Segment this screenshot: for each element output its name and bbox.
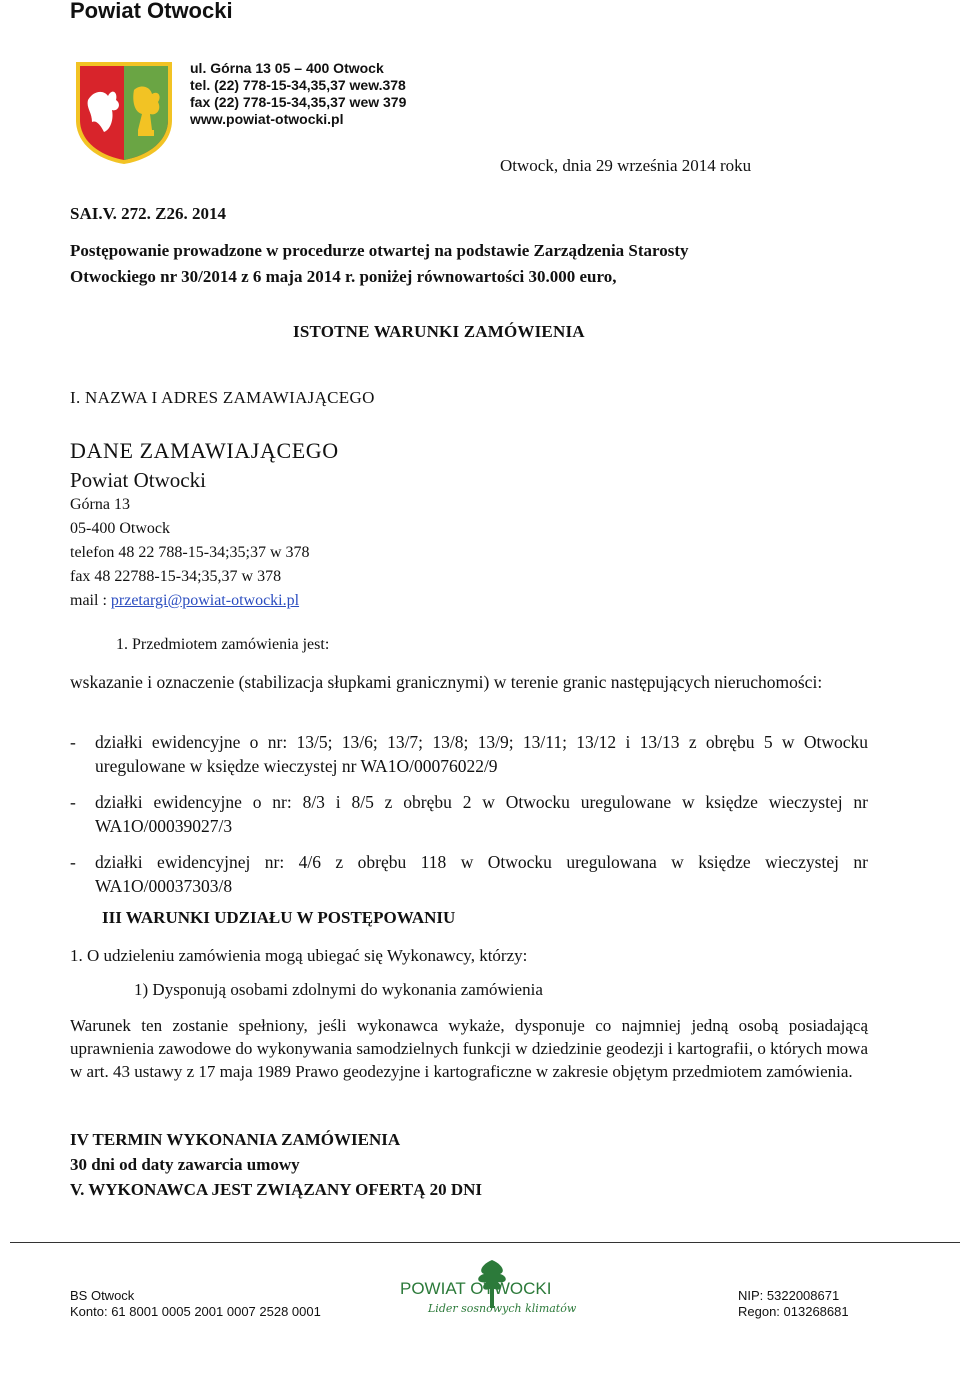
bank-name: BS Otwock [70,1288,135,1303]
buyer-mail [70,592,299,610]
buyer-phone: telefon 48 22 788-15-34;35;37 w 378 [70,544,310,561]
buyer-fax: fax 48 22788-15-34;35,37 w 378 [70,568,282,585]
section-3-heading: III WARUNKI UDZIAŁU W POSTĘPOWANIU [102,908,456,927]
logo-tagline: Lider sosnowych klimatów [428,1302,577,1315]
address-line: ul. Górna 13 05 – 400 Otwock [190,60,384,76]
bank-account: Konto: 61 8001 0005 2001 0007 2528 0001 [70,1304,321,1319]
parcel-item-text: działki ewidencyjne o nr: 8/3 i 8/5 z obrębu 2 w Otwocku uregulowane w księdze wieczystej nr WA1O/00039027/3 [95,792,868,836]
mail-link[interactable]: przetargi@powiat-otwocki.pl [110,592,300,609]
buyer-name: Powiat Otwocki [70,468,206,492]
procedure-statement [70,238,870,290]
parcel-item-text: działki ewidencyjne o nr: 13/5; 13/6; 13/7; 13/8; 13/9; 13/11; 13/12 i 13/13 z obrębu 5 w Otwocku uregulowane w księdze wieczystej nr WA1O/00076022/9 [95,732,868,776]
list-item [70,790,868,838]
participation-condition: Warunek ten zostanie spełniony, jeśli wykonawca wykaże, dysponuje co najmniej jedną osobą posiadającą uprawnienia zawodowe do wykonywania samodzielnych funkcji w dziedzinie geodezji i kartografii, o których mowa w art. 43 ustawy z 17 maja 1989 Prawo geodezyjne i kartograficzne w zakresie objętym przedmiotem zamówienia. [70,1016,868,1081]
subject-label: 1. Przedmiotem zamówienia jest: [116,636,330,653]
address-block [190,60,406,128]
list-item [70,730,868,778]
logo-text: POWIAT OTWOCKI [400,1279,552,1298]
website-line: www.powiat-otwocki.pl [190,111,344,127]
regon-number: Regon: 013268681 [738,1304,849,1319]
document-signature: SAI.V. 272. Z26. 2014 [70,204,227,223]
mail-label: mail : [70,592,111,609]
powiat-otwocki-logo [398,1256,588,1322]
main-heading: ISTOTNE WARUNKI ZAMÓWIENIA [293,322,585,341]
list-item [70,850,868,898]
section-5-heading: V. WYKONAWCA JEST ZWIĄZANY OFERTĄ 20 DNI [70,1180,483,1199]
procedure-line-1: Postępowanie prowadzone w procedurze otwartej na podstawie Zarządzenia Starosty [70,241,689,260]
list-dash: - [70,792,76,812]
section-4-heading: IV TERMIN WYKONANIA ZAMÓWIENIA [70,1130,401,1149]
fax-line: fax (22) 778-15-34,35,37 wew 379 [190,94,407,110]
phone-line: tel. (22) 778-15-34,35,37 wew.378 [190,77,406,93]
list-dash: - [70,732,76,752]
subject-intro: wskazanie i oznaczenie (stabilizacja słupkami granicznymi) w terenie granic następujących nieruchomości: [70,672,823,692]
execution-term: 30 dni od daty zawarcia umowy [70,1155,300,1174]
nip-number: NIP: 5322008671 [738,1288,840,1303]
footer-divider [10,1242,960,1243]
list-dash: - [70,852,76,872]
participation-point-1: 1. O udzieleniu zamówienia mogą ubiegać się Wykonawcy, którzy: [70,946,528,965]
coat-of-arms-logo [74,60,174,165]
participation-point-1-1: 1) Dysponują osobami zdolnymi do wykonania zamówienia [134,980,543,999]
buyer-data-title: DANE ZAMAWIAJĄCEGO [70,438,339,463]
date-line: Otwock, dnia 29 września 2014 roku [500,156,752,175]
section-1-heading: I. NAZWA I ADRES ZAMAWIAJĄCEGO [70,388,375,407]
page-title: Powiat Otwocki [70,0,233,23]
procedure-line-2: Otwockiego nr 30/2014 z 6 maja 2014 r. poniżej równowartości 30.000 euro, [70,267,617,286]
buyer-city: 05-400 Otwock [70,520,170,537]
buyer-street: Górna 13 [70,496,130,513]
parcel-item-text: działki ewidencyjnej nr: 4/6 z obrębu 118 w Otwocku uregulowana w księdze wieczystej nr WA1O/00037303/8 [95,852,868,896]
